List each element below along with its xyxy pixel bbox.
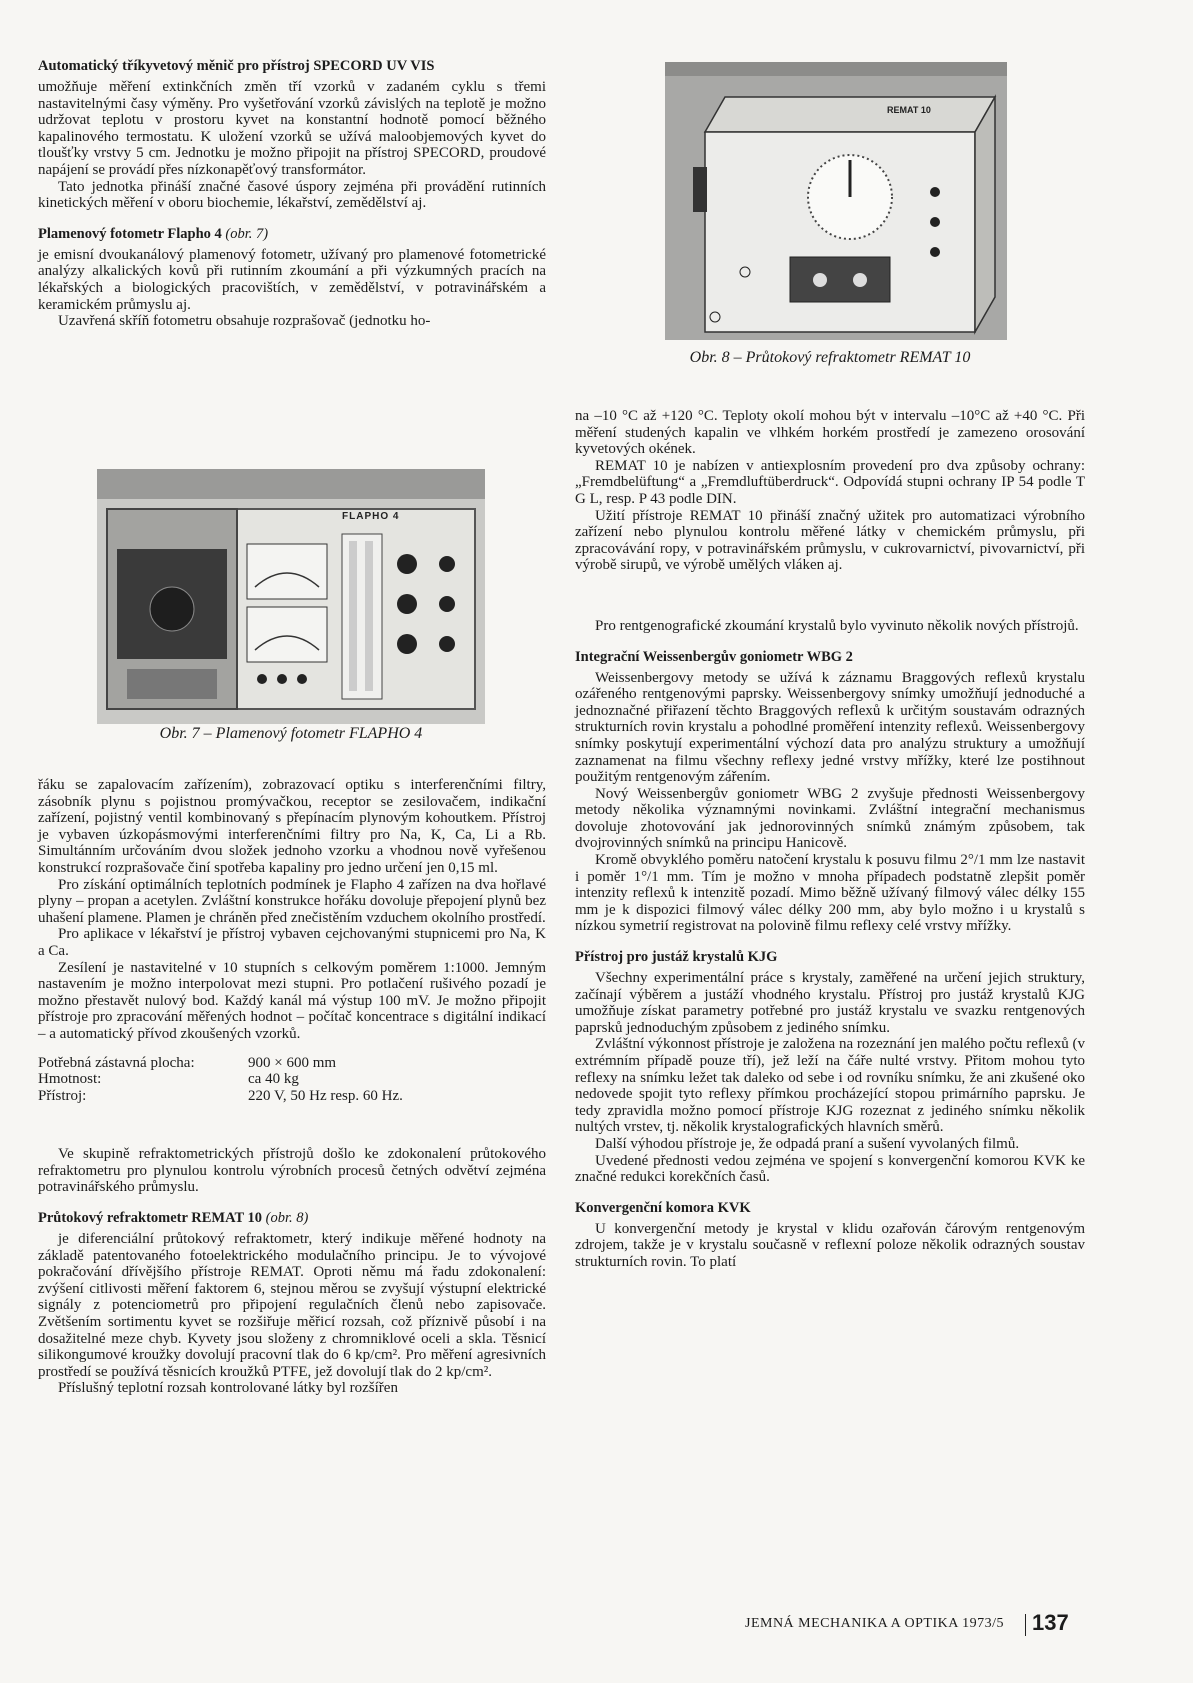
paragraph: umožňuje měření extinkčních změn tří vzorků v zadaném cyklu s třemi nastavitelnými časy výměny. Pro vyšetřování vzorků závislých na teplotě je možno udržovat teplotu v prostoru kyvet na konstantní hodnotě pomocí běžného kapalinového termostatu. K uložení vzorků se užívá maloobjemových kyvet do tloušťky vrstvy 5 cm. Jednotku je možno připojit na přístroj SPECORD, proudové napájení se provádí přes nízkonapěťový transformátor. bbox=[38, 79, 546, 178]
spec-label: Hmotnost: bbox=[38, 1071, 102, 1088]
paragraph: Příslušný teplotní rozsah kontrolované látky byl rozšířen bbox=[58, 1380, 398, 1397]
paragraph: Zesílení je nastavitelné v 10 stupních s celkovým poměrem 1:1000. Jemným nastavením je možno interpolovat mezi stupni. Pro potlačení rušivého pozadí je možno přestavět nulový bod. Každý kanál má výstup 100 mV. Je možno připojit přístroje pro zpracování měřených hodnot – počítač koncentrace s digitální indikací – a automatický přívod zkoušených vzorků. bbox=[38, 959, 546, 1042]
paragraph: Pro získání optimálních teplotních podmínek je Flapho 4 zařízen na dva hořlavé plyny – propan a acetylen. Zvláštní konstrukce hořáku dovoluje přepojení plynů bez uhašení plamene. Plamen je chráněn před znečistěním vzduchem okolního prostředí. bbox=[38, 876, 546, 926]
right-column bbox=[575, 408, 1085, 1271]
figure-8-photo bbox=[665, 62, 1007, 340]
paragraph: Pro rentgenografické zkoumání krystalů bylo vyvinuto několik nových přístrojů. bbox=[595, 617, 1079, 634]
page-footer bbox=[745, 1612, 1075, 1636]
section-title-kvk: Konvergenční komora KVK bbox=[575, 1199, 751, 1216]
section-title-wbg2: Integrační Weissenbergův goniometr WBG 2 bbox=[575, 648, 853, 665]
paragraph: U konvergenční metody je krystal v klidu ozařován čárovým rentgenovým zdrojem, takže je v krystalu současně v reflexní poloze několik odrazných soustav strukturních rovin. To platí bbox=[575, 1220, 1085, 1270]
spec-label: Potřebná zástavná plocha: bbox=[38, 1054, 195, 1071]
spec-value: 220 V, 50 Hz resp. 60 Hz. bbox=[248, 1087, 403, 1104]
remat-brand-label: REMAT 10 bbox=[887, 105, 931, 115]
figure-8-caption: Obr. 8 – Průtokový refraktometr REMAT 10 bbox=[689, 349, 971, 366]
page-number: 137 bbox=[1032, 1610, 1069, 1635]
paragraph: je diferenciální průtokový refraktometr, který indikuje měřené hodnoty na základě patentovaného fotoelektrického modulačního principu. Je to vývojové pokračování dřívějšího přístroje REMAT. Oproti němu má řadu zdokonalení: zvýšení citlivosti měření faktorem 6, stejnou měrou se zvyšují výstupní elektrické signály z potenciometrů pro připojení regulačních členů nebo zapisovače. Zvětšením sortimentu kyvet se rozšiřuje měřicí rozsah, což příznivě působí i na dosažitelné meze chyb. Kyvety jsou složeny z chromniklové oceli a skla. Těsnicí silikongumové kroužky dovolují pracovní tlak do 6 kp/cm². Pro měření agresivních prostředí se používá těsnicích kroužků PTFE, jež dovolují tlak do 2 kp/cm². bbox=[38, 1231, 546, 1380]
paragraph: Kromě obvyklého poměru natočení krystalu k posuvu filmu 2°/1 mm lze nastavit i poměr 1°/1 mm. Tím je možno v mnoha případech podstatně zlepšit poměr intenzity reflexů k intenzitě pozadí. Mimo běžně užívaný filmový válec délky 155 mm je k dispozici filmový válec délky 200 mm, aby bylo možno i u krystalů s nízkou symetrií registrovat na polovině filmu reflexy celé vrstvy mřížky. bbox=[575, 852, 1085, 935]
section-title-remat: Průtokový refraktometr REMAT 10 (obr. 8) bbox=[38, 1210, 309, 1227]
paragraph: Nový Weissenbergův goniometr WBG 2 zvyšuje přednosti Weissenbergovy metody několika významnými novinkami. Zvláštní integrační mechanismus dovoluje zhotovování jak jednorovinných snímků známým způsobem, tak dvojrovinných snímků na principu Hanicově. bbox=[575, 785, 1085, 852]
paragraph: Zvláštní výkonnost přístroje je založena na rozeznání jen malého počtu reflexů (v extrémním případě pouze tří), jež leží na čáře nulté vrstvy. Přitom mohou tyto reflexy na snímku ležet tak daleko od sebe i od rovníku snímku, že ani zkušené oko nedovede spojit tyto reflexy přímkou procházející stopou primárního paprsku. Je tedy zpravidla možno pomocí přístroje KJG rozeznat z jediného snímku několik nultých vrstev, tj. několik krystalografických hlavních směrů. bbox=[575, 1036, 1085, 1136]
paragraph: je emisní dvoukanálový plamenový fotometr, užívaný pro plamenové fotometrické analýzy alkalických kovů při rutinním zkoumání a při výzkumných pracích na lékařských a biologických pracovištích, v zemědělství, v potravinářském a keramickém průmyslu aj. bbox=[38, 246, 546, 313]
paragraph: REMAT 10 je nabízen v antiexplosním provedení pro dva způsoby ochrany: „Fremdbelüftung“ a „Fremdluftüberdruck“. Odpovídá stupni ochrany IP 54 podle T G L, resp. P 43 podle DIN. bbox=[575, 457, 1085, 507]
section-title-kjg: Přístroj pro justáž krystalů KJG bbox=[575, 949, 778, 966]
paragraph: na –10 °C až +120 °C. Teploty okolí mohou být v intervalu –10°C až +40 °C. Při měření studených kapalin ve vlhkém horkém prostředí je zamezeno orosování kyvetových okének. bbox=[575, 408, 1085, 458]
spec-table bbox=[38, 1055, 546, 1105]
paragraph: Weissenbergovy metody se užívá k záznamu Braggových reflexů krystalu ozářeného rentgenovými paprsky. Weissenbergovy snímky umožňují jednoduché a jednoznačné přiřazení těchto Braggových reflexů k určitým soustavám odrazných strukturních rovin krystalu a pohodlné proměření intenzity reflexů. Weissenbergovy snímky poskytují experimentální výchozí data pro analýzu struktury a umožňují zaznamenat na filmu všechny reflexy jedné vrstvy mřížky, které lze postihnout použitým rentgenovým zářením. bbox=[575, 669, 1085, 786]
paragraph: Uzavřená skříň fotometru obsahuje rozprašovač (jednotku ho- bbox=[58, 313, 431, 330]
flapho-device-illustration bbox=[97, 469, 485, 724]
section-title-specord: Automatický tříkyvetový měnič pro přístroj SPECORD UV VIS bbox=[38, 58, 435, 74]
spec-label: Přístroj: bbox=[38, 1087, 87, 1104]
spec-value: ca 40 kg bbox=[248, 1071, 299, 1088]
remat-device-illustration bbox=[665, 62, 1007, 340]
footer-divider bbox=[1025, 1614, 1026, 1636]
left-column-top bbox=[38, 58, 546, 330]
paragraph: Tato jednotka přináší značné časové úspory zejména při provádění rutinních kinetických měření v oboru biochemie, lékařství, zemědělství aj. bbox=[38, 178, 546, 212]
figure-7-photo bbox=[97, 469, 485, 724]
paragraph: Uvedené přednosti vedou zejména ve spojení s konvergenční komorou KVK ke značné redukci korekčních časů. bbox=[575, 1152, 1085, 1186]
flapho-brand-label: FLAPHO 4 bbox=[342, 511, 400, 522]
paragraph: Další výhodou přístroje je, že odpadá praní a sušení vyvolaných filmů. bbox=[595, 1135, 1020, 1152]
figure-7-caption: Obr. 7 – Plamenový fotometr FLAPHO 4 bbox=[159, 725, 423, 742]
paragraph: Všechny experimentální práce s krystaly, zaměřené na určení jejich struktury, začínají výběrem a justáží vhodného krystalu. Přístroj pro justáž krystalů KJG umožňuje získat parametry potřebné pro justáž krystalu ve svazku rentgenových paprsků jednoduchým způsobem z jediného snímku. bbox=[575, 970, 1085, 1036]
paragraph: Užití přístroje REMAT 10 přináší značný užitek pro automatizaci výrobního zařízení nebo plynulou kontrolu měřené látky v chemickém průmyslu, při zpracovávání ropy, v potravinářském průmyslu, v cukrovarnictví, pivovarnictví, při výrobě sirupů, ve výrobě umělých vláken aj. bbox=[575, 507, 1085, 574]
journal-running-title: JEMNÁ MECHANIKA A OPTIKA 1973/5 bbox=[745, 1616, 1004, 1631]
paragraph: řáku se zapalovacím zařízením), zobrazovací optiku s interferenčními filtry, zásobník plynu s pojistnou promývačkou, receptor se zesilovačem, indikační zařízení, pojistný ventil kombinovaný s přepínacím plynovým kohoutkem. Přístroj je vybaven úzkopásmovými interferenčními filtry pro Na, K, Ca, Li a Rb. Simultánním určováním dvou složek jednoho vzorku a vhodnou nově vyřešenou konstrukcí rozprašovače činí spotřeba kapaliny pro jedno určení jen 0,15 ml. bbox=[38, 777, 546, 876]
paragraph: Pro aplikace v lékařství je přístroj vybaven cejchovanými stupnicemi pro Na, K a Ca. bbox=[38, 926, 546, 959]
section-title-flapho: Plamenový fotometr Flapho 4 (obr. 7) bbox=[38, 225, 269, 242]
paragraph: Ve skupině refraktometrických přístrojů došlo ke zdokonalení průtokového refraktometru pro plynulou kontrolu výrobních procesů četných odvětví zejména potravinářského průmyslu. bbox=[38, 1146, 546, 1196]
left-column-bottom bbox=[38, 777, 546, 1397]
spec-value: 900 × 600 mm bbox=[248, 1054, 337, 1071]
